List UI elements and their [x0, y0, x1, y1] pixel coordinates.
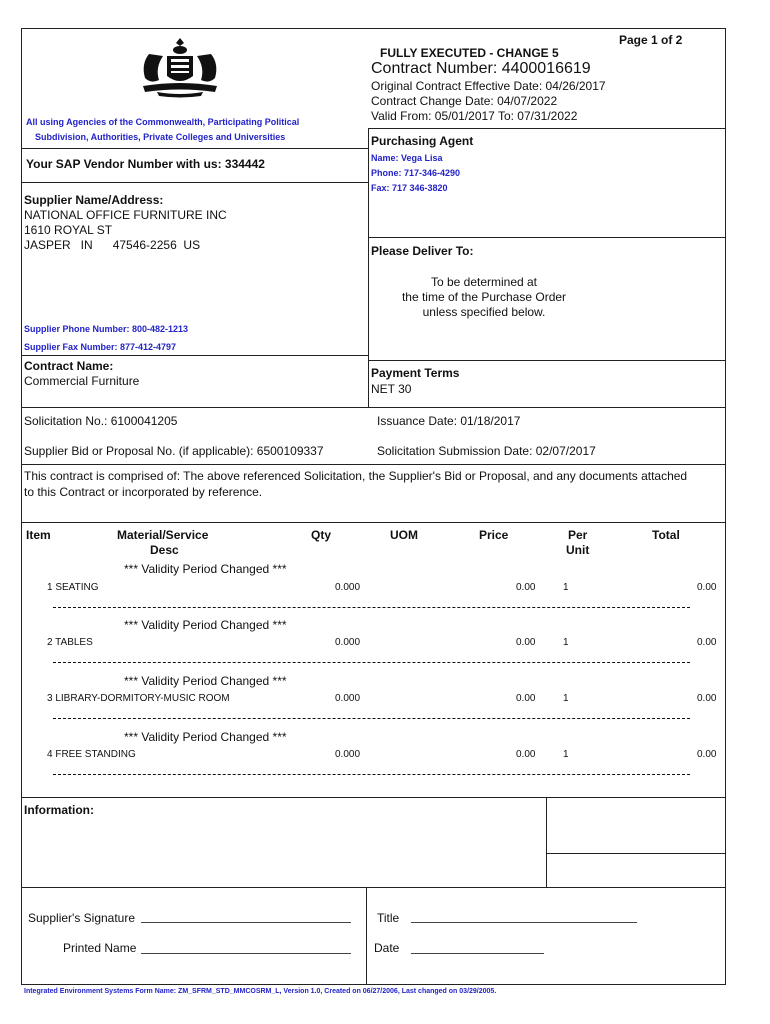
col-per: Per: [568, 528, 588, 542]
row-separator: [53, 662, 690, 663]
agent-phone: Phone: 717-346-4290: [371, 168, 461, 178]
row-qty: 0.000: [335, 582, 361, 593]
rule-right-1: [368, 128, 726, 129]
date-line[interactable]: [411, 953, 544, 954]
original-effective-date: Original Contract Effective Date: 04/26/2017: [371, 79, 606, 93]
date-label: Date: [374, 941, 400, 955]
rule-left-3: [21, 355, 368, 356]
col-desc: Desc: [150, 543, 179, 557]
rule-comprised: [21, 464, 726, 465]
supplier-fax: Supplier Fax Number: 877-412-4797: [24, 342, 177, 352]
contract-change-date: Contract Change Date: 04/07/2022: [371, 94, 558, 108]
frame-top: [21, 28, 726, 29]
submission-date: Solicitation Submission Date: 02/07/2017: [377, 444, 596, 458]
valid-range: Valid From: 05/01/2017 To: 07/31/2022: [371, 109, 578, 123]
sap-vendor-number: Your SAP Vendor Number with us: 334442: [26, 157, 265, 171]
contract-name-value: Commercial Furniture: [24, 374, 140, 388]
col-qty: Qty: [311, 528, 332, 542]
row-qty: 0.000: [335, 637, 361, 648]
supplier-heading: Supplier Name/Address:: [24, 193, 164, 207]
row-note: *** Validity Period Changed ***: [124, 562, 287, 576]
contract-number: Contract Number: 4400016619: [371, 60, 591, 77]
rule-table-top: [21, 522, 726, 523]
row-desc: 4 FREE STANDING: [47, 749, 136, 760]
supplier-phone: Supplier Phone Number: 800-482-1213: [24, 324, 189, 334]
supplier-name: NATIONAL OFFICE FURNITURE INC: [24, 208, 227, 222]
agencies-line-1: All using Agencies of the Commonwealth, Participating Political: [26, 117, 300, 127]
row-desc: 1 SEATING: [47, 582, 99, 593]
row-note: *** Validity Period Changed ***: [124, 730, 287, 744]
deliver-line-1: To be determined at: [430, 275, 538, 289]
issuance-date: Issuance Date: 01/18/2017: [377, 414, 521, 428]
comprised-line-1: This contract is comprised of: The above referenced Solicitation, the Supplier's Bid or Proposal, and any documents attached: [24, 469, 688, 483]
info-divider: [546, 797, 547, 887]
row-per: 1: [563, 582, 569, 593]
col-material: Material/Service: [117, 528, 209, 542]
purchasing-agent-heading: Purchasing Agent: [371, 134, 474, 148]
rule-info-top: [21, 797, 726, 798]
frame-bottom: [21, 984, 726, 985]
row-separator: [53, 774, 690, 775]
row-desc: 2 TABLES: [47, 637, 93, 648]
rule-solicitation: [21, 407, 726, 408]
supplier-street: 1610 ROYAL ST: [24, 223, 113, 237]
col-uom: UOM: [390, 528, 418, 542]
col-price: Price: [479, 528, 509, 542]
rule-right-3: [368, 360, 726, 361]
deliver-to-heading: Please Deliver To:: [371, 244, 474, 258]
rule-left-1: [21, 148, 368, 149]
rule-right-2: [368, 237, 726, 238]
agent-name: Name: Vega Lisa: [371, 153, 443, 163]
row-per: 1: [563, 693, 569, 704]
commonwealth-seal-icon: [137, 36, 223, 98]
row-separator: [53, 607, 690, 608]
row-per: 1: [563, 749, 569, 760]
deliver-line-2: the time of the Purchase Order: [401, 290, 567, 304]
row-price: 0.00: [516, 749, 536, 760]
info-box-rule: [546, 853, 726, 854]
row-total: 0.00: [697, 693, 717, 704]
title-label: Title: [377, 911, 400, 925]
printed-name-line[interactable]: [141, 953, 351, 954]
row-desc: 3 LIBRARY-DORMITORY-MUSIC ROOM: [47, 693, 230, 704]
row-total: 0.00: [697, 637, 717, 648]
row-price: 0.00: [516, 582, 536, 593]
row-qty: 0.000: [335, 749, 361, 760]
supplier-signature-line[interactable]: [141, 922, 351, 923]
document-status: FULLY EXECUTED - CHANGE 5: [380, 46, 559, 60]
form-name-footer: Integrated Environment Systems Form Name: ZM_SFRM_STD_MMCOSRM_L, Version 1.0, Created on 06/27/2006, Last changed on 03/29/2005.: [24, 988, 497, 995]
row-note: *** Validity Period Changed ***: [124, 674, 287, 688]
rule-left-2: [21, 182, 368, 183]
row-price: 0.00: [516, 637, 536, 648]
solicitation-number: Solicitation No.: 6100041205: [24, 414, 178, 428]
information-heading: Information:: [24, 803, 94, 817]
rule-signature-top: [21, 887, 726, 888]
agencies-line-2: Subdivision, Authorities, Private Colleges and Universities: [35, 132, 286, 142]
col-item: Item: [26, 528, 51, 542]
row-total: 0.00: [697, 582, 717, 593]
row-qty: 0.000: [335, 693, 361, 704]
frame-left: [21, 28, 22, 985]
comprised-line-2: to this Contract or incorporated by reference.: [24, 485, 263, 499]
row-separator: [53, 718, 690, 719]
printed-name-label: Printed Name: [63, 941, 137, 955]
deliver-line-3: unless specified below.: [422, 305, 546, 319]
row-total: 0.00: [697, 749, 717, 760]
signature-divider: [366, 887, 367, 984]
payment-terms-value: NET 30: [371, 382, 412, 396]
contract-name-heading: Contract Name:: [24, 359, 114, 373]
row-price: 0.00: [516, 693, 536, 704]
frame-right: [725, 28, 726, 985]
col-total: Total: [652, 528, 680, 542]
col-unit: Unit: [566, 543, 590, 557]
header-divider: [368, 128, 369, 407]
supplier-city-state: JASPER IN 47546-2256 US: [24, 238, 201, 252]
page-label: Page 1 of 2: [619, 33, 683, 47]
supplier-signature-label: Supplier's Signature: [28, 911, 136, 925]
title-line[interactable]: [411, 922, 637, 923]
agent-fax: Fax: 717 346-3820: [371, 183, 448, 193]
row-per: 1: [563, 637, 569, 648]
supplier-bid-number: Supplier Bid or Proposal No. (if applicable): 6500109337: [24, 444, 324, 458]
row-note: *** Validity Period Changed ***: [124, 618, 287, 632]
payment-terms-heading: Payment Terms: [371, 366, 460, 380]
